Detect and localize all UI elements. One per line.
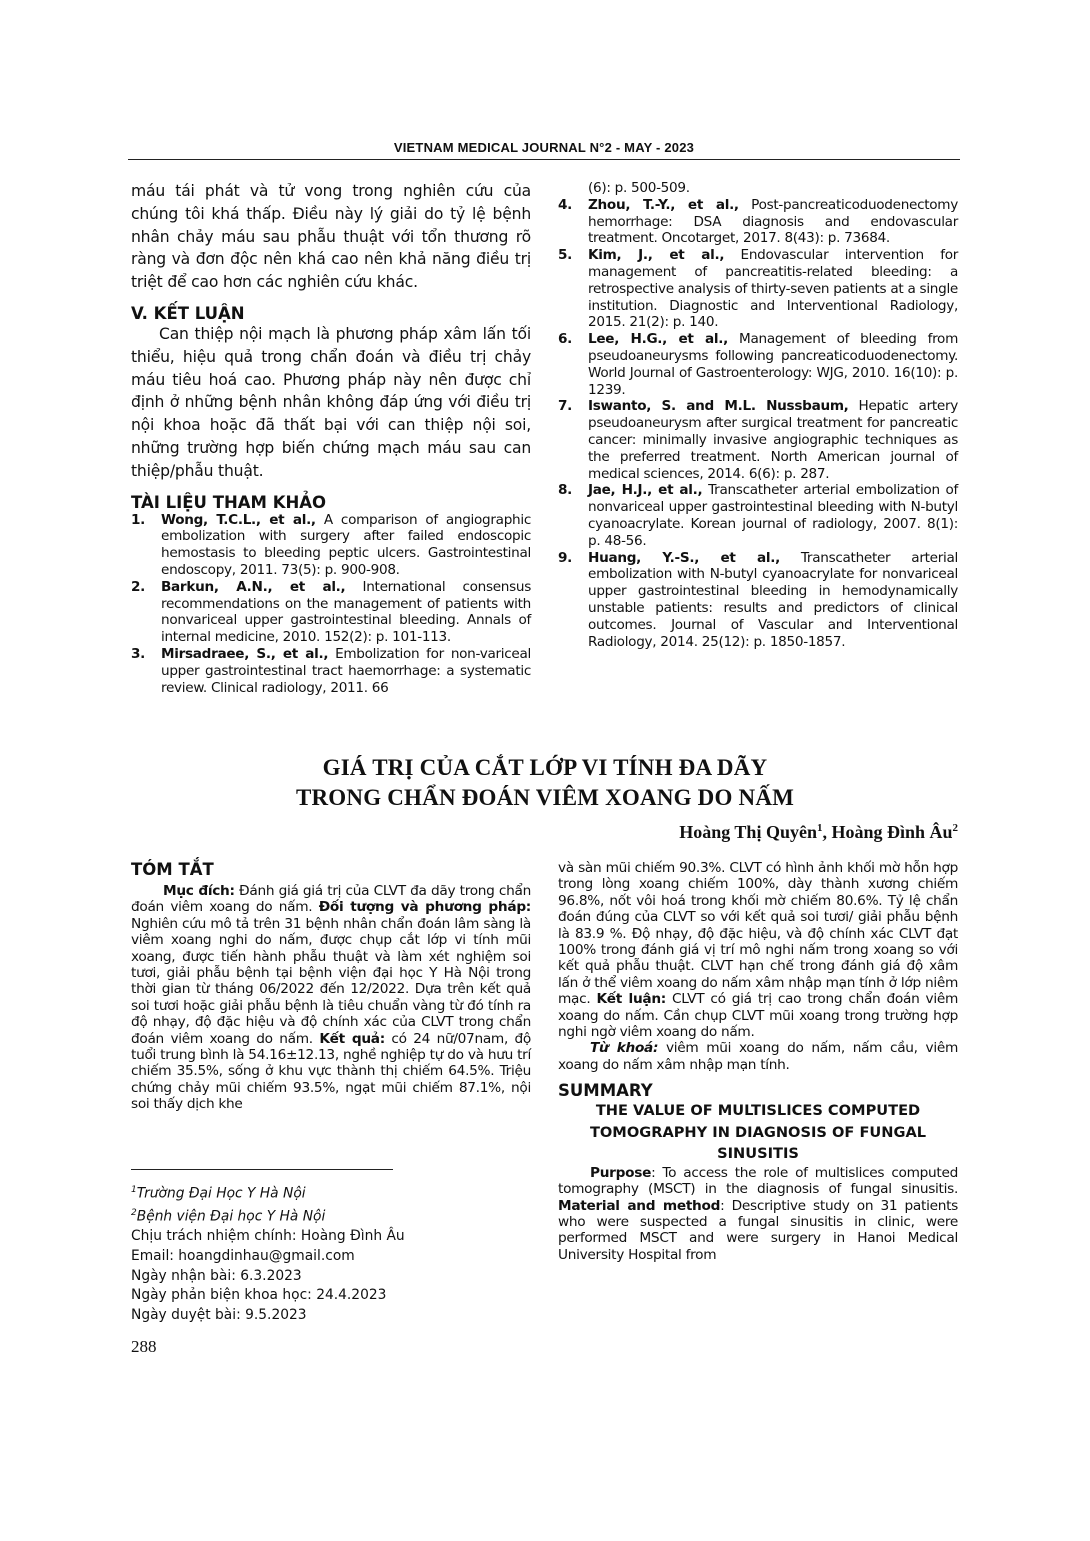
affiliation-text: Bệnh viện Đại học Y Hà Nội xyxy=(136,1208,326,1225)
affiliation-marker: 2 xyxy=(131,1208,137,1219)
author-separator: , xyxy=(822,822,832,842)
abstract-heading: TÓM TẮT xyxy=(131,860,214,879)
header-rule xyxy=(128,159,960,160)
continuation-text: và sàn mũi chiếm 90.3%. CLVT có hình ảnh khối mờ hỗn hợp trong lòng xoang chiếm 100%, dày thành xương chiếm 96.8%, nốt vôi hoá trong khối mờ chiếm 80.6%. Tỷ lệ chẩn đoán đúng của CLVT so với kết quả soi tươi/ giải phẫu bệnh là 83.9 %. Độ nhạy, độ đặc hiệu, và độ chính xác CLVT đạt 100% trong đánh giá vị trí mô nghi nấm trong xoang so với kết quả phẫu thuật. CLVT hạn chế trong đánh giá độ xâm lấn ở thể viêm xoang do nấm xâm nhập mạn tính ở lớp niêm mạc. xyxy=(558,860,958,1008)
affiliation-marker: 1 xyxy=(131,1185,137,1195)
discussion-paragraph-tail: máu tái phát và tử vong trong nghiên cứu của chúng tôi khá thấp. Điều này lý giải do tỷ lệ bệnh nhân chảy máu sau phẫu thuật với tổn thương rõ ràng và đơn độc nên khá cao nên khả năng điều trị triệt để cao hơn các nghiên cứu khác. xyxy=(131,182,531,292)
reference-item xyxy=(558,550,958,651)
contact-email: Email: hoangdinhau@gmail.com xyxy=(131,1247,355,1264)
reference-item xyxy=(558,197,958,247)
approval-date: Ngày duyệt bài: 9.5.2023 xyxy=(131,1306,307,1323)
left-column-upper xyxy=(131,180,531,696)
reference-authors: Iswanto, S. and M.L. Nussbaum, xyxy=(588,398,849,415)
reference-list-right xyxy=(558,180,958,650)
reference-text: Endovascular intervention for management of pancreatitis-related bleeding: a retrospective analysis of thirty-seven patients at a single institution. Diagnostic and Interventional Radiology, 2015. 21(2): p. 140. xyxy=(588,247,958,331)
reference-text: Hepatic artery pseudoaneurysm after surgical treatment for pancreatic cancer: minimally invasive angiographic techniques as the preferred treatment. North American journal of medical sciences, 2014. 6(6): p. 287. xyxy=(588,398,958,482)
reference-number: 3. xyxy=(131,645,146,662)
conclusion-heading: V. KẾT LUẬN xyxy=(131,303,245,323)
reference-authors: Huang, Y.-S., et al., xyxy=(588,549,780,566)
article-title-line-2: TRONG CHẨN ĐOÁN VIÊM XOANG DO NẤM xyxy=(295,785,795,810)
label-purpose: Mục đích: xyxy=(163,883,235,899)
reference-list-left xyxy=(131,512,531,697)
summary-body xyxy=(558,1165,958,1263)
label-method: Đối tượng và phương pháp: xyxy=(318,899,531,916)
reference-text: International consensus recommendations on the management of patients with nonvariceal upper gastrointestinal bleeding. Annals of internal medicine, 2010. 152(2): p. 101-113. xyxy=(161,578,532,646)
page-number: 288 xyxy=(131,1337,157,1356)
abstract-body xyxy=(131,883,531,1113)
reference-authors: Zhou, T.-Y., et al., xyxy=(588,196,739,213)
keywords xyxy=(558,1040,958,1073)
right-column-upper xyxy=(558,180,958,650)
author-name: Hoàng Đình Âu xyxy=(831,822,953,842)
article-title-line-1: GIÁ TRỊ CỦA CẮT LỚP VI TÍNH ĐA DÃY xyxy=(322,755,768,780)
article-authors xyxy=(679,822,958,843)
reference-authors: Jae, H.J., et al., xyxy=(588,482,703,499)
keywords-text: viêm mũi xoang do nấm, nấm cầu, viêm xoang do nấm xâm nhập mạn tính. xyxy=(558,1040,958,1073)
responsible-author: Chịu trách nhiệm chính: Hoàng Đình Âu xyxy=(131,1228,405,1245)
reference-number: 1. xyxy=(131,511,146,528)
reference-item xyxy=(131,579,531,646)
label-keywords: Từ khoá: xyxy=(590,1040,659,1057)
article-title xyxy=(150,753,940,813)
label-purpose-en: Purpose xyxy=(590,1164,652,1181)
reference-text: Embolization for non-variceal upper gastrointestinal tract haemorrhage: a systematic review. Clinical radiology, 2011. 66 xyxy=(161,645,531,696)
reference-number: 5. xyxy=(558,247,573,264)
reference-text: (6): p. 500-509. xyxy=(588,180,690,196)
result-text: có 24 nữ/07nam, độ tuổi trung bình là 54.16±12.13, nghề nghiệp tự do và hưu trí chiếm 35.5%, sống ở khu vực thành thị chiếm 64.5%. Triệu chứng chảy mũi chiếm 93.5%, ngạt mũi chiếm 87.1%, nội soi thấy dịch khe xyxy=(131,1030,531,1113)
references-heading: TÀI LIỆU THAM KHẢO xyxy=(131,492,327,512)
reference-number: 7. xyxy=(558,398,573,415)
conclusion-paragraph: Can thiệp nội mạch là phương pháp xâm lấn tối thiểu, hiệu quả trong chẩn đoán và điều trị chảy máu tiêu hoá cao. Phương pháp này nên được chỉ định ở những bệnh nhân không đáp ứng với điều trị nội khoa hoặc đã thất bại với can thiệp nội soi, những trường hợp biến chứng mạch máu sau can thiệp/phẫu thuật. xyxy=(131,324,531,480)
affiliation-1 xyxy=(131,1181,531,1204)
purpose-text-en: : To access the role of multislices computed tomography (MSCT) in the diagnosis of fungal sinusitis. xyxy=(558,1164,958,1198)
review-date: Ngày phản biện khoa học: 24.4.2023 xyxy=(131,1287,387,1304)
reference-text: Management of bleeding from pseudoaneurysms following pancreaticoduodenectomy. World Journal of Gastroenterology: WJG, 2010. 16(10): p. 1239. xyxy=(588,331,959,398)
reference-item xyxy=(131,512,531,579)
reference-text: A comparison of angiographic embolization with surgery after failed endoscopic hemostasis to bleeding peptic ulcers. Gastrointestinal endoscopy, 2011. 73(5): p. 900-908. xyxy=(161,511,531,578)
purpose-text: Đánh giá giá trị của CLVT đa dãy trong chẩn đoán viêm xoang do nấm. xyxy=(131,883,531,916)
method-text: Nghiên cứu mô tả trên 31 bệnh nhân chẩn đoán lâm sàng là viêm xoang nghi do nấm, được chụp cắt lớp vi tính mũi xoang, được tiến hành phẫu thuật và làm xét nghiệm soi tươi, giải phẫu bệnh tại bệnh viện đại học Y Hà Nội trong thời gian từ tháng 06/2022 đến 12/2022. Dựa trên kết quả soi tươi hoặc giải phẫu bệnh là tiêu chuẩn vàng từ đó tính ra độ nhạy, độ đặc hiệu và độ chính xác của CLVT trong chẩn đoán viêm xoang do nấm. xyxy=(131,915,531,1047)
reference-item xyxy=(558,331,958,398)
reference-item xyxy=(558,482,958,549)
reference-item xyxy=(558,398,958,482)
affiliation-2 xyxy=(131,1204,531,1227)
reference-item xyxy=(558,247,958,331)
received-date: Ngày nhận bài: 6.3.2023 xyxy=(131,1267,302,1284)
abstract-vi xyxy=(131,860,531,1113)
reference-text: Transcatheter arterial embolization with N-butyl cyanoacrylate for nonvariceal upper gastrointestinal bleeding in hemodynamically unstable patients: results and predictors of clinical outcomes. Journal of Vascular and Interventional Radiology, 2014. 25(12): p. 1850-1857. xyxy=(588,549,958,650)
reference-text: Transcatheter arterial embolization of nonvariceal upper gastrointestinal bleeding with N-butyl cyanoacrylate. Korean journal of radiology, 2007. 8(1): p. 48-56. xyxy=(588,482,959,549)
reference-authors: Lee, H.G., et al., xyxy=(588,331,729,348)
affiliation-marker: 2 xyxy=(952,822,958,834)
method-text-en: : Descriptive study on 31 patients who were suspected a fungal sinusitis in clinic, were performed MSCT and were surgery in Hanoi Medical University Hospital from xyxy=(558,1197,958,1263)
conclusion-text: CLVT có giá trị cao trong chẩn đoán viêm xoang do nấm. Cần chụp CLVT mũi xoang trong trường hợp nghi ngờ viêm xoang do nấm. xyxy=(558,991,958,1041)
summary-title: THE VALUE OF MULTISLICES COMPUTED TOMOGRAPHY IN DIAGNOSIS OF FUNGAL SINUSITIS xyxy=(589,1102,927,1163)
affiliation-marker: 1 xyxy=(816,822,823,834)
running-header: VIETNAM MEDICAL JOURNAL N°2 - MAY - 2023 xyxy=(393,140,695,155)
affiliation-text: Trường Đại Học Y Hà Nội xyxy=(136,1185,306,1202)
footnote-rule xyxy=(131,1169,393,1170)
label-conclusion: Kết luận: xyxy=(596,991,666,1008)
label-result: Kết quả: xyxy=(319,1030,385,1047)
reference-item xyxy=(131,646,531,696)
reference-text: Post-pancreaticoduodenectomy hemorrhage: DSA diagnosis and endovascular treatment. Oncotarget, 2017. 8(43): p. 73684. xyxy=(588,196,958,247)
abstract-continuation xyxy=(558,860,958,1263)
reference-number: 8. xyxy=(558,482,573,499)
abstract-body-cont xyxy=(558,860,958,1040)
reference-authors: Wong, T.C.L., et al., xyxy=(161,511,316,528)
author-name: Hoàng Thị Quyên xyxy=(679,822,817,842)
reference-number: 9. xyxy=(558,549,573,566)
reference-authors: Barkun, A.N., et al., xyxy=(161,578,346,595)
reference-number: 6. xyxy=(558,331,573,348)
summary-heading: SUMMARY xyxy=(558,1081,653,1101)
reference-authors: Kim, J., et al., xyxy=(588,247,725,264)
label-method-en: Material and method xyxy=(558,1197,721,1214)
reference-number: 4. xyxy=(558,196,573,213)
reference-number: 2. xyxy=(131,578,146,595)
reference-authors: Mirsadraee, S., et al., xyxy=(161,645,329,662)
reference-item xyxy=(558,180,958,197)
footnotes xyxy=(131,1181,531,1325)
